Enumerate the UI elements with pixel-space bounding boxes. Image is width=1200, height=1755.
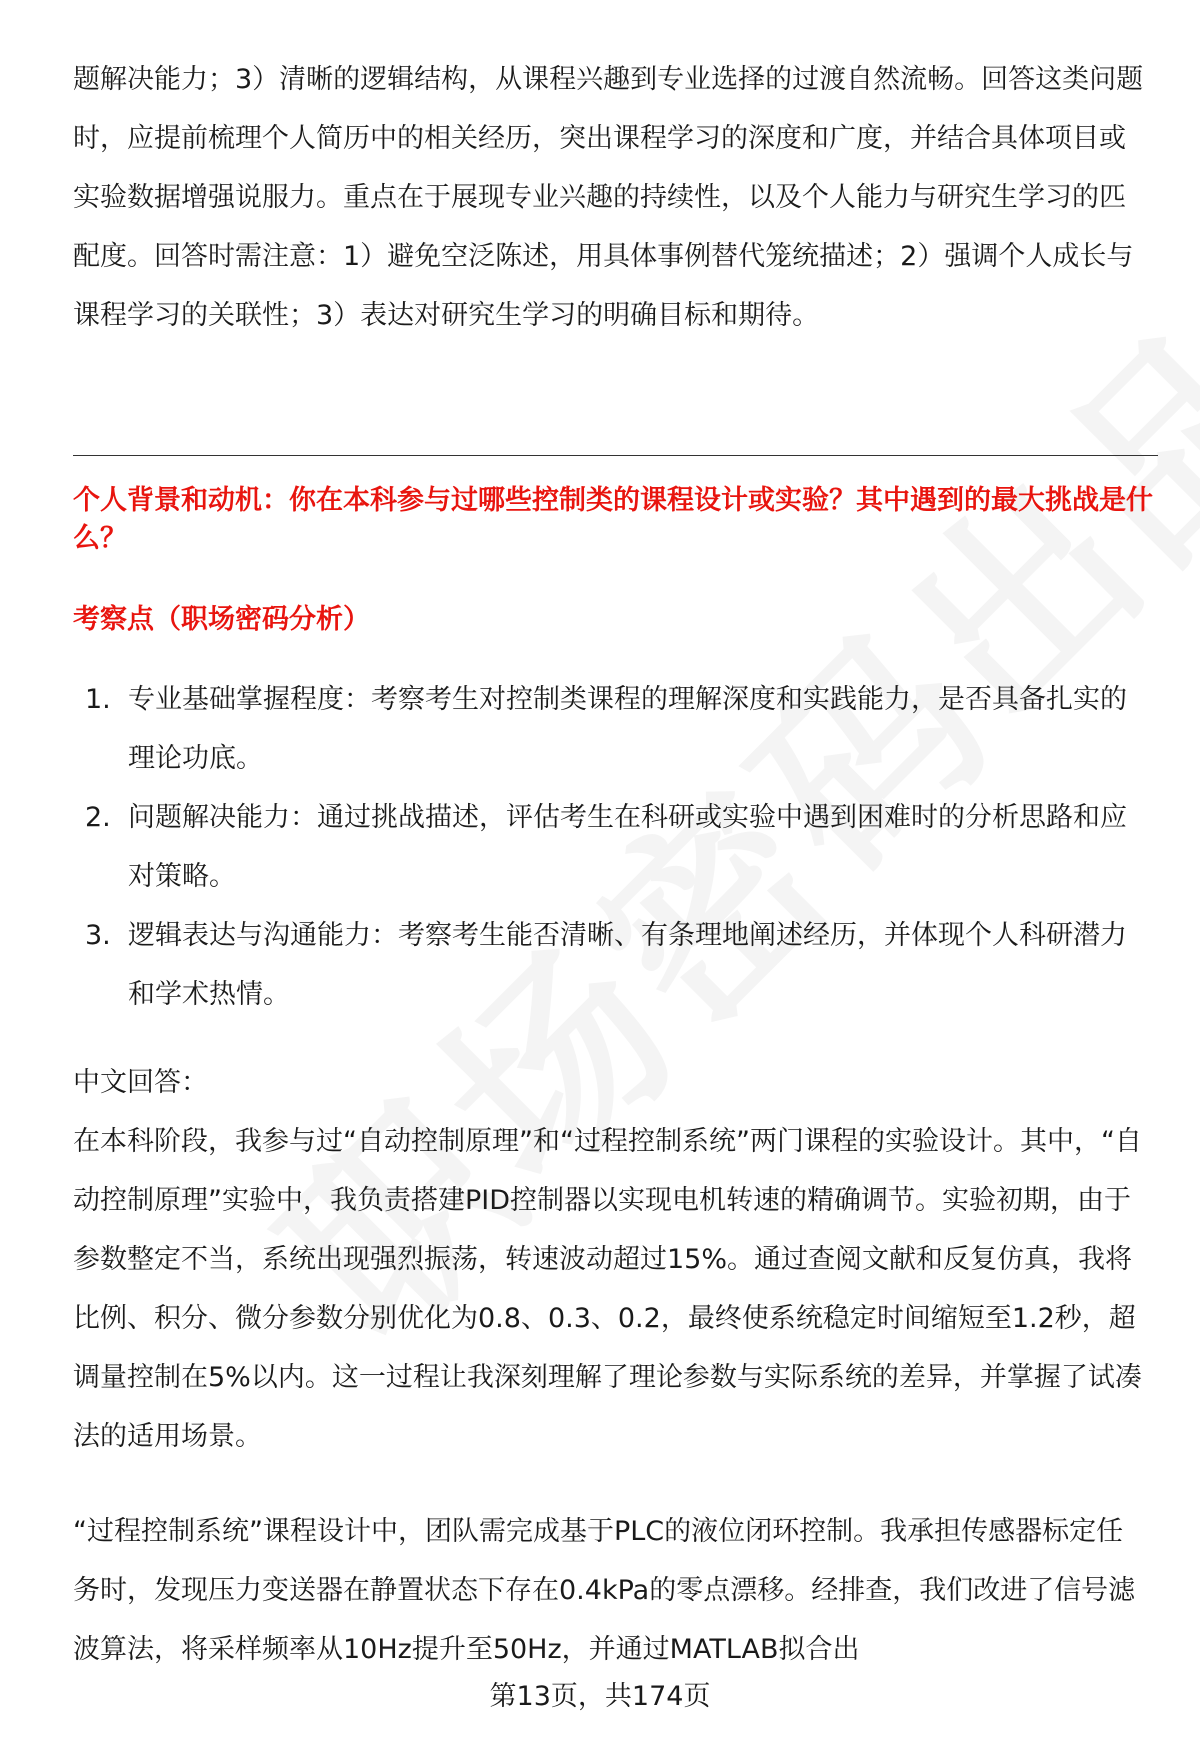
list-item-text: 问题解决能力：通过挑战描述，评估考生在科研或实验中遇到困难时的分析思路和应对策略。 xyxy=(128,802,1127,892)
list-item-text: 逻辑表达与沟通能力：考察考生能否清晰、有条理地阐述经历，并体现个人科研潜力和学术热情。 xyxy=(128,920,1127,1010)
section-divider xyxy=(73,455,1158,456)
list-item-text: 专业基础掌握程度：考察考生对控制类课程的理解深度和实践能力，是否具备扎实的理论功底。 xyxy=(128,684,1127,774)
page-footer: 第13页，共174页 xyxy=(489,1681,711,1712)
list-item-number: 1. xyxy=(85,684,111,715)
list-item xyxy=(73,906,1148,1024)
list-item-number: 2. xyxy=(85,802,111,833)
list-item-number: 3. xyxy=(85,920,111,951)
answer-paragraph-2: “过程控制系统”课程设计中，团队需完成基于PLC的液位闭环控制。我承担传感器标定任务时，发现压力变送器在静置状态下存在0.4kPa的零点漂移。经排查，我们改进了信号滤波算法，将采样频率从10Hz提升至50Hz，并通过MATLAB拟合出 xyxy=(73,1516,1136,1665)
answer-paragraph-1: 在本科阶段，我参与过“自动控制原理”和“过程控制系统”两门课程的实验设计。其中，“自动控制原理”实验中，我负责搭建PID控制器以实现电机转速的精确调节。实验初期，由于参数整定不当，系统出现强烈振荡，转速波动超过15%。通过查阅文献和反复仿真，我将比例、积分、微分参数分别优化为0.8、0.3、0.2，最终使系统稳定时间缩短至1.2秒，超调量控制在5%以内。这一过程让我深刻理解了理论参数与实际系统的差异，并掌握了试凑法的适用场景。 xyxy=(73,1126,1142,1452)
list-item xyxy=(73,788,1148,906)
section-title: 考察点（职场密码分析） xyxy=(73,604,370,635)
question-heading: 个人背景和动机：你在本科参与过哪些控制类的课程设计或实验？其中遇到的最大挑战是什么？ xyxy=(73,485,1153,554)
assessment-points-list xyxy=(73,670,1148,1024)
intro-paragraph: 题解决能力；3）清晰的逻辑结构，从课程兴趣到专业选择的过渡自然流畅。回答这类问题时，应提前梳理个人简历中的相关经历，突出课程学习的深度和广度，并结合具体项目或实验数据增强说服力。重点在于展现专业兴趣的持续性，以及个人能力与研究生学习的匹配度。回答时需注意：1）避免空泛陈述，用具体事例替代笼统描述；2）强调个人成长与课程学习的关联性；3）表达对研究生学习的明确目标和期待。 xyxy=(73,64,1144,331)
answer-label: 中文回答： xyxy=(73,1067,208,1098)
list-item xyxy=(73,670,1148,788)
